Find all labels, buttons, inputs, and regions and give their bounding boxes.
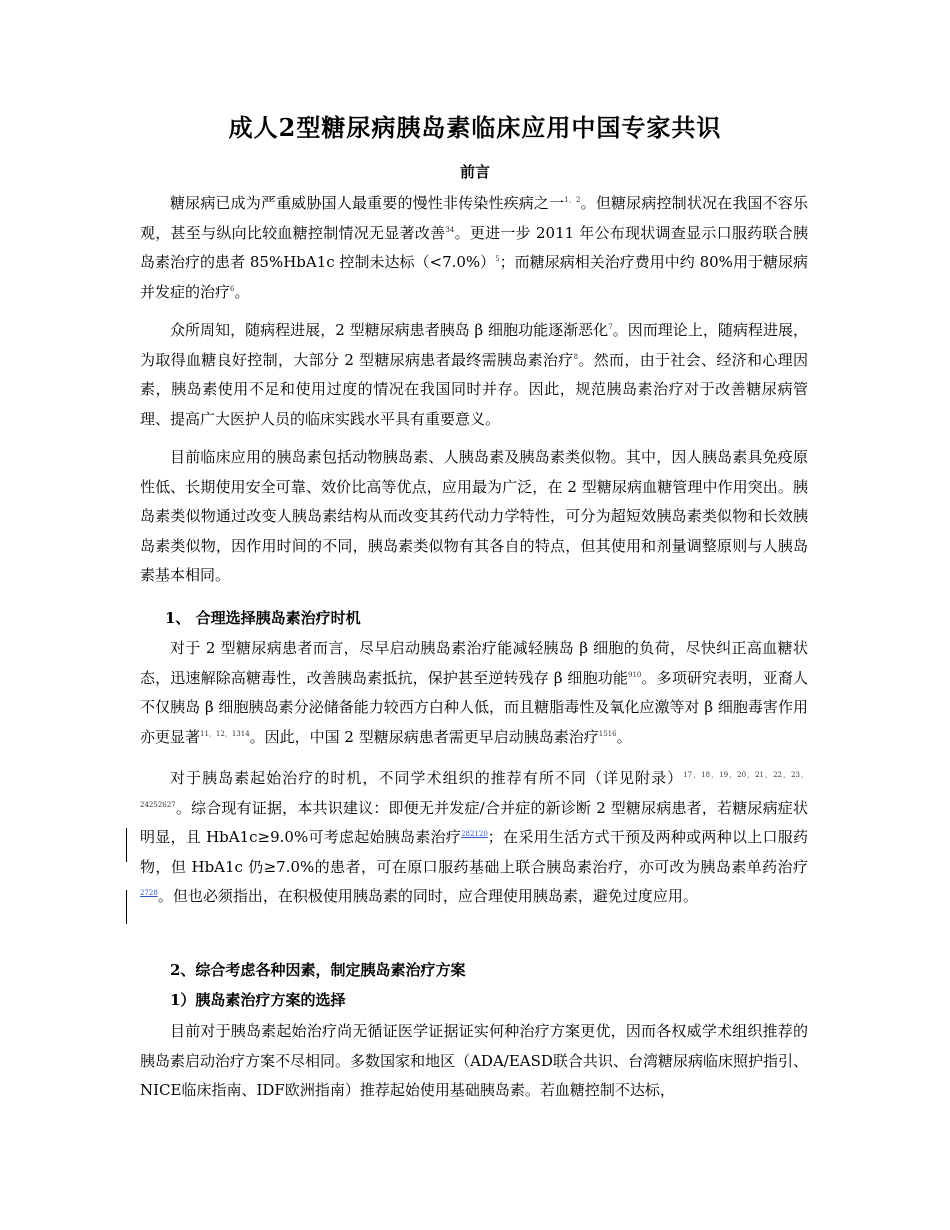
revision-bar <box>126 890 127 924</box>
citation: 1，2 <box>564 196 581 204</box>
citation: 1516 <box>598 729 617 738</box>
section-heading-1: 1、 合理选择胰岛素治疗时机 <box>165 609 361 627</box>
citation: 910 <box>628 670 642 679</box>
citation-link[interactable]: 282120 <box>461 830 488 839</box>
paragraph-4: 对于 2 型糖尿病患者而言，尽早启动胰岛素治疗能减轻胰岛 β 细胞的负荷，尽快纠正高血糖状态，迅速解除高糖毒性，改善胰岛素抵抗，保护甚至逆转残存 β 细胞功能$^{910}$。多项研究表明，亚裔人不仅胰岛 β 细胞胰岛素分泌储备能力较西方白种人低，而且糖脂毒性及氧化应激等对 β 细胞毒害作用亦更显著$^{11,12,1314}$。因此，中国 2 型糖尿病患者需更早启动胰岛素治疗$^{1516}$。 <box>140 639 808 746</box>
paragraph-3: 目前临床应用的胰岛素包括动物胰岛素、人胰岛素及胰岛素类似物。其中，因人胰岛素具免疫原性低、长期使用安全可靠、效价比高等优点，应用最为广泛，在 2 型糖尿病血糖管理中作用突出。胰岛素类似物通过改变人胰岛素结构从而改变其药代动力学特性，可分为超短效胰岛素类似物和长效胰岛素类似物，因作用时间的不同，胰岛素类似物有其各自的特点，但其使用和剂量调整原则与人胰岛素基本相同。 <box>140 448 808 585</box>
citation: 6 <box>230 284 235 293</box>
citation: 5 <box>495 255 500 264</box>
citation: 17，18，19，20，21，22，23，24252627 <box>140 771 808 809</box>
citation: 7 <box>608 323 613 331</box>
revision-bar <box>126 828 127 862</box>
paragraph-2: 众所周知，随病程进展，2 型糖尿病患者胰岛 β 细胞功能逐渐恶化$^7$。因而理论上，随病程进展，为取得血糖良好控制，大部分 2 型糖尿病患者最终需胰岛素治疗$^8$。然而，由于社会、经济和心理因素，胰岛素使用不足和使用过度的情况在我国同时并存。因此，规范胰岛素治疗对于改善糖尿病管理、提高广大医护人员的临床实践水平具有重要意义。 <box>140 321 808 428</box>
citation-link[interactable]: 2728 <box>140 889 158 898</box>
paragraph-6: 目前对于胰岛素起始治疗尚无循证医学证据证实何种治疗方案更优，因而各权威学术组织推荐的胰岛素启动治疗方案不尽相同。多数国家和地区（ADA/EASD联合共识、台湾糖尿病临床照护指引、NICE临床指南、IDF欧洲指南）推荐起始使用基础胰岛素。若血糖控制不达标， <box>140 1022 808 1100</box>
document-title: 成人2型糖尿病胰岛素临床应用中国专家共识 <box>228 113 722 142</box>
paragraph-1: 糖尿病已成为严重威胁国人最重要的慢性非传染性疾病之一$^{1,2}$。但糖尿病控制状况在我国不容乐观，甚至与纵向比较血糖控制情况无显著改善$^{34}$。更进一步 2011 年公布现状调查显示口服药联合胰岛素治疗的患者 85%HbA1c 控制未达标（<7.0%）$^5$；而糖尿病相关治疗费用中约 80%用于糖尿病并发症的治疗$^6$。 <box>140 194 808 301</box>
paragraph-5: 对于胰岛素起始治疗的时机，不同学术组织的推荐有所不同（详见附录）$^{17,18,19,20,21,22,23,24252627}$。综合现有证据，本共识建议：即便无并发症/合并症的新诊断 2 型糖尿病患者，若糖尿病症状明显，且 HbA1c≥9.0%可考虑起始胰岛素治疗$^{282120}$；在采用生活方式干预及两种或两种以上口服药物，但 HbA1c 仍≥7.0%的患者，可在原口服药基础上联合胰岛素治疗，亦可改为胰岛素单药治疗 $^{2728}$。但也必须指出，在积极使用胰岛素的同时，应合理使用胰岛素，避免过度应用。 <box>140 769 808 906</box>
section-heading-2: 2、综合考虑各种因素，制定胰岛素治疗方案 <box>170 961 466 979</box>
citation: 8 <box>573 352 579 361</box>
section-subtitle: 前言 <box>459 163 490 181</box>
citation: 34 <box>445 225 455 234</box>
subsection-heading: 1）胰岛素治疗方案的选择 <box>170 991 346 1009</box>
citation: 11，12，1314 <box>200 729 250 738</box>
